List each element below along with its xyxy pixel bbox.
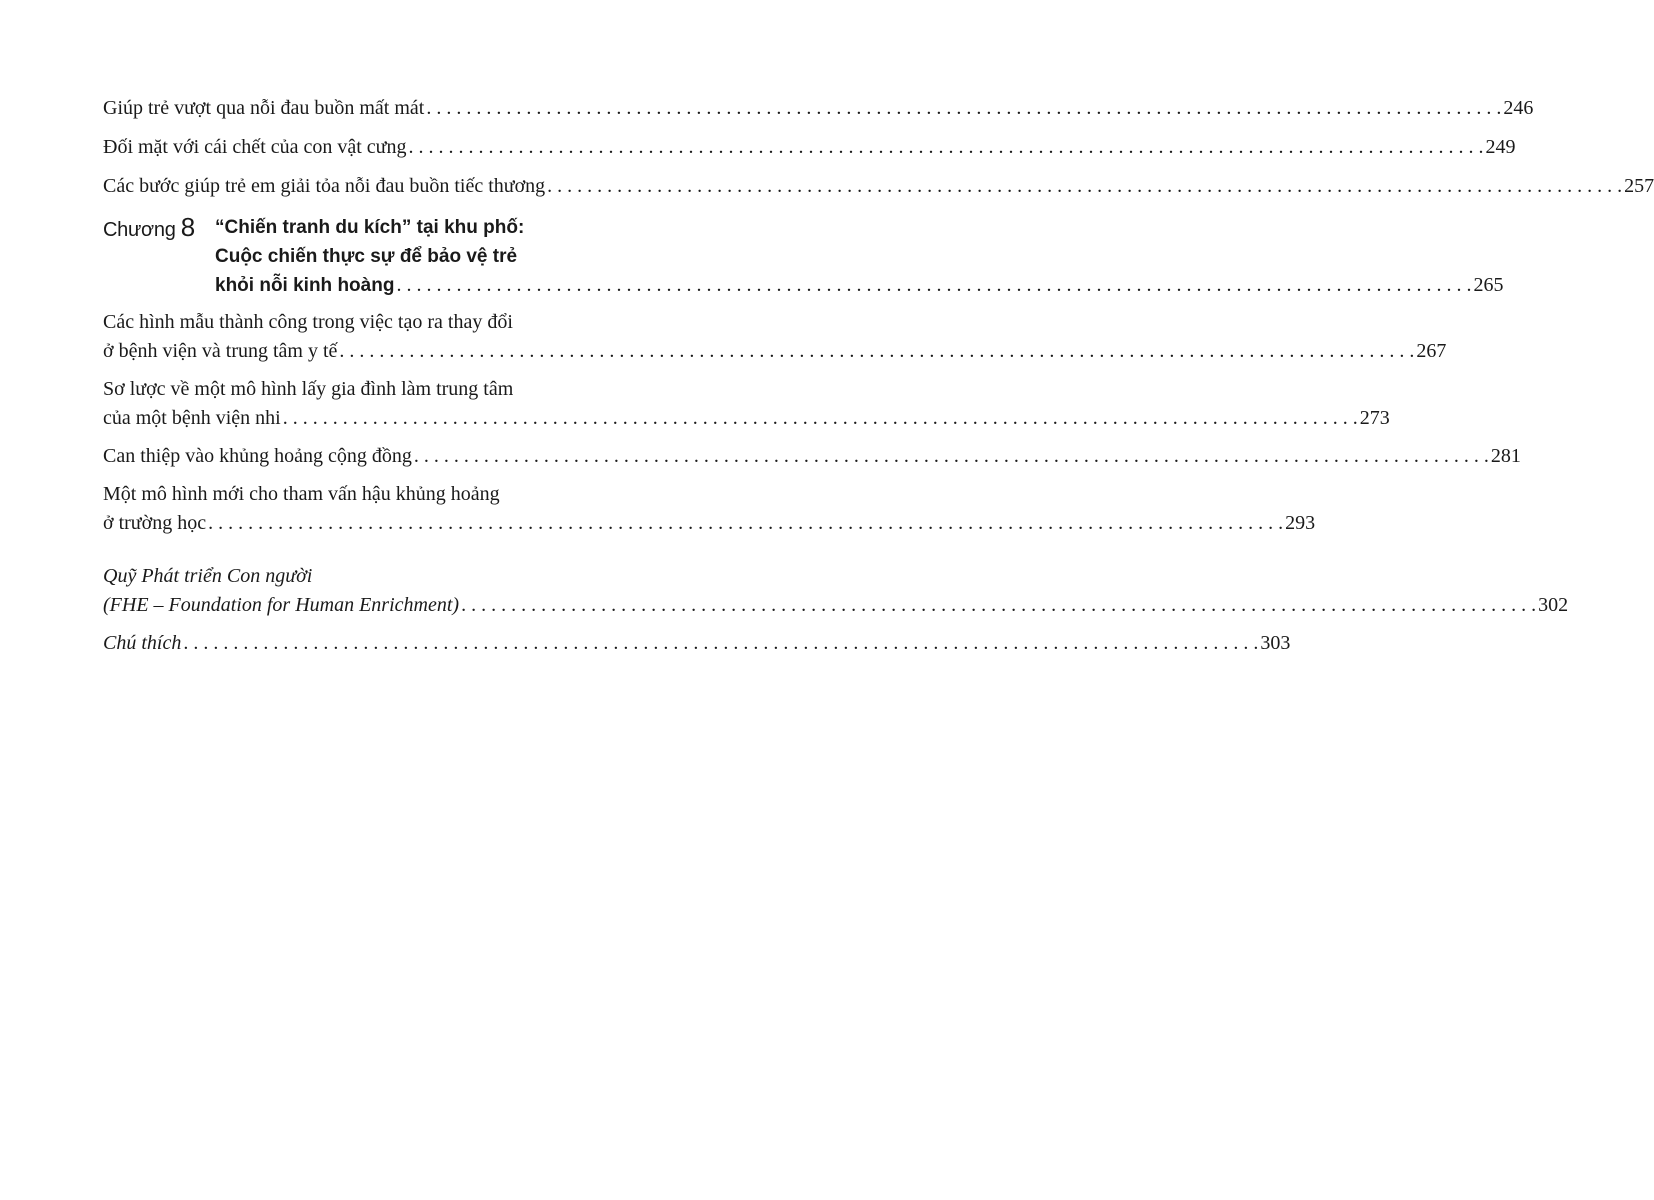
toc-entry-title: Chú thích xyxy=(103,632,182,654)
dot-leader xyxy=(547,172,1622,201)
dot-leader xyxy=(183,629,1258,658)
dot-leader xyxy=(461,591,1536,620)
toc-entry[interactable] xyxy=(103,442,1521,471)
toc-page-number: 281 xyxy=(1490,445,1521,467)
toc-entry-title: ở trường học xyxy=(103,512,207,534)
toc-entry-title: (FHE – Foundation for Human Enrichment) xyxy=(103,594,460,616)
toc-entry-title: ở bệnh viện và trung tâm y tế xyxy=(103,340,338,362)
toc-entry-title: Quỹ Phát triển Con người xyxy=(103,565,313,587)
chapter-title xyxy=(215,213,1503,300)
toc-page-number: 302 xyxy=(1538,594,1569,616)
toc-page-number: 267 xyxy=(1416,340,1447,362)
toc-page-number: 303 xyxy=(1260,632,1291,654)
chapter-label xyxy=(103,213,215,300)
toc-entry-title: Đối mặt với cái chết của con vật cưng xyxy=(103,136,407,158)
chapter-number: 8 xyxy=(180,212,195,242)
chapter-title-line: khỏi nỗi kinh hoàng xyxy=(215,275,395,296)
dot-leader xyxy=(409,133,1484,162)
toc-entry[interactable] xyxy=(103,133,1516,162)
dot-leader xyxy=(283,404,1358,433)
toc-page-number: 249 xyxy=(1485,136,1516,158)
toc-entry-title: Can thiệp vào khủng hoảng cộng đồng xyxy=(103,445,412,467)
toc-entry[interactable] xyxy=(103,562,1569,620)
toc-entry[interactable] xyxy=(103,172,1654,201)
toc-entry-title: của một bệnh viện nhi xyxy=(103,407,281,429)
toc-entry[interactable] xyxy=(103,480,1316,538)
dot-leader xyxy=(414,442,1489,471)
dot-leader xyxy=(339,337,1414,366)
toc-entry[interactable] xyxy=(103,308,1447,366)
chapter-title-line: “Chiến tranh du kích” tại khu phố: xyxy=(215,217,525,238)
toc-entry-title: Một mô hình mới cho tham vấn hậu khủng hoảng xyxy=(103,483,500,505)
toc-entry-title: Giúp trẻ vượt qua nỗi đau buồn mất mát xyxy=(103,97,425,119)
toc-entry-title: Sơ lược về một mô hình lấy gia đình làm trung tâm xyxy=(103,378,514,400)
toc-entry-title: Các hình mẫu thành công trong việc tạo ra thay đổi xyxy=(103,311,513,333)
toc-page-number: 273 xyxy=(1359,407,1390,429)
toc-entry-title: Các bước giúp trẻ em giải tỏa nỗi đau buồn tiếc thương xyxy=(103,175,546,197)
chapter-word: Chương xyxy=(103,219,176,241)
toc-entry[interactable] xyxy=(103,629,1291,658)
toc-page-number: 257 xyxy=(1624,175,1654,197)
toc-page-number: 265 xyxy=(1473,274,1504,296)
dot-leader xyxy=(208,509,1283,538)
dot-leader xyxy=(396,271,1471,300)
table-of-contents xyxy=(103,94,1654,658)
chapter-title-line: Cuộc chiến thực sự để bảo vệ trẻ xyxy=(215,246,518,267)
dot-leader xyxy=(426,94,1501,123)
toc-entry[interactable] xyxy=(103,375,1390,433)
toc-entry[interactable] xyxy=(103,94,1534,123)
toc-page-number: 246 xyxy=(1503,97,1534,119)
chapter-heading[interactable] xyxy=(103,212,1504,300)
toc-page-number: 293 xyxy=(1285,512,1316,534)
